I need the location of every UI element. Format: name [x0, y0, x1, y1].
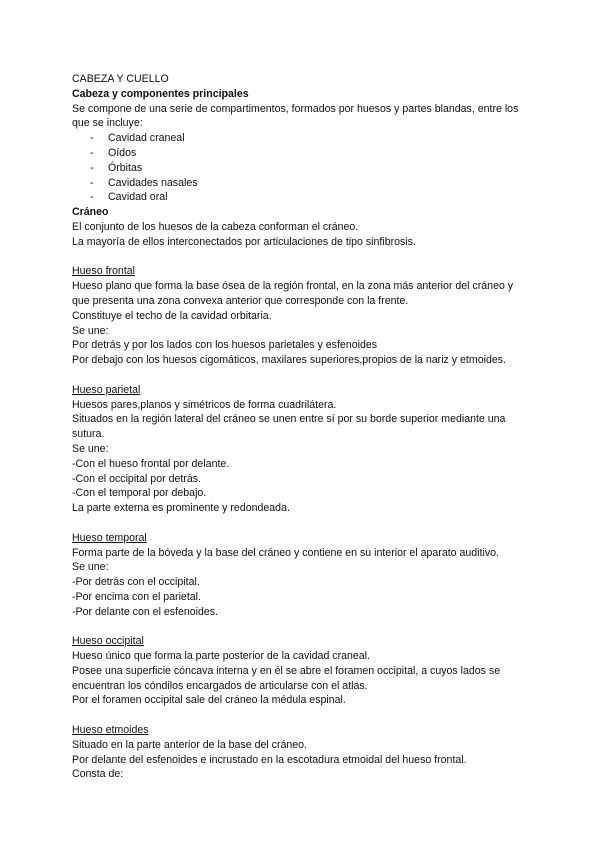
paragraph: Situados en la región lateral del cráneo se unen entre sí por su borde superior mediante una sutura.: [72, 413, 506, 441]
section-subtitle: Cabeza y componentes principales: [72, 87, 249, 100]
heading-hueso-temporal: Hueso temporal: [72, 531, 147, 544]
list-item: - Oídos: [90, 146, 137, 159]
list-item: - Órbitas: [90, 161, 143, 174]
heading-hueso-frontal: Hueso frontal: [72, 265, 136, 278]
paragraph: Huesos pares,planos y simétricos de forma cuadrilátera.: [72, 398, 337, 411]
paragraph: Por detrás y por los lados con los huesos parietales y esfenoides: [72, 339, 378, 352]
spacer: [72, 250, 532, 265]
document-title: CABEZA Y CUELLO: [72, 73, 169, 85]
dash-bullet: -: [90, 191, 94, 204]
paragraph: Hueso único que forma la parte posterior de la cavidad craneal.: [72, 650, 370, 663]
paragraph: -Por delante con el esfenoides.: [72, 605, 219, 618]
paragraph: Hueso plano que forma la base ósea de la región frontal, en la zona más anterior del cráneo y que presenta una zona convexa anterior que corresponde con la frente.: [72, 280, 514, 307]
list-item: - Cavidad oral: [90, 191, 168, 204]
spacer: [72, 368, 532, 383]
heading-hueso-occipital: Hueso occipital: [72, 635, 144, 648]
paragraph: Por el foramen occipital sale del cráneo la médula espinal.: [72, 694, 346, 707]
dash-bullet: -: [90, 176, 94, 189]
spacer: [72, 619, 532, 634]
craneo-heading: Cráneo: [72, 206, 109, 219]
spacer: [72, 516, 532, 531]
list-item: - Cavidades nasales: [90, 176, 198, 189]
spacer: [72, 708, 532, 723]
paragraph: -Con el hueso frontal por delante.: [72, 457, 230, 470]
paragraph: Constituye el techo de la cavidad orbitaria.: [72, 309, 272, 322]
paragraph: -Por detrás con el occipital.: [72, 576, 200, 589]
paragraph: Se une:: [72, 561, 109, 574]
paragraph: Por delante del esfenoides e incrustado en la escotadura etmoidal del hueso frontal.: [72, 753, 467, 766]
heading-hueso-etmoides: Hueso etmoides: [72, 724, 149, 737]
paragraph: El conjunto de los huesos de la cabeza conforman el cráneo.: [72, 220, 359, 233]
dash-bullet: -: [90, 161, 94, 174]
paragraph: Forma parte de la bóveda y la base del cráneo y contiene en su interior el aparato auditivo.: [72, 546, 499, 559]
intro-paragraph: Se compone de una serie de compartimentos, formados por huesos y partes blandas, entre los que se incluye:: [72, 102, 519, 130]
heading-hueso-parietal: Hueso parietal: [72, 383, 141, 396]
paragraph: Posee una superficie cóncava interna y en él se abre el foramen occipital, a cuyos lados se encuentran los cóndilos encargados de articularse con el atlas.: [72, 664, 501, 692]
list-item: - Cavidad craneal: [90, 132, 185, 145]
paragraph: Situado en la parte anterior de la base del cráneo.: [72, 738, 307, 751]
dash-bullet: -: [90, 146, 94, 159]
paragraph: Consta de:: [72, 768, 124, 781]
paragraph: La parte externa es prominente y redondeada.: [72, 502, 290, 515]
paragraph: -Con el temporal por debajo.: [72, 487, 207, 500]
paragraph: Se une:: [72, 324, 109, 337]
paragraph: Por debajo con los huesos cigomáticos, maxilares superiores,propios de la nariz y etmoides.: [72, 354, 506, 367]
paragraph: Se une:: [72, 442, 109, 455]
paragraph: -Por encima con el parietal.: [72, 590, 201, 603]
document-page: [72, 72, 532, 782]
paragraph: -Con el occipital por detrás.: [72, 472, 201, 485]
dash-bullet: -: [90, 132, 94, 145]
paragraph: La mayoría de ellos interconectados por articulaciones de tipo sinfibrosis.: [72, 235, 416, 248]
components-list: [72, 131, 532, 205]
